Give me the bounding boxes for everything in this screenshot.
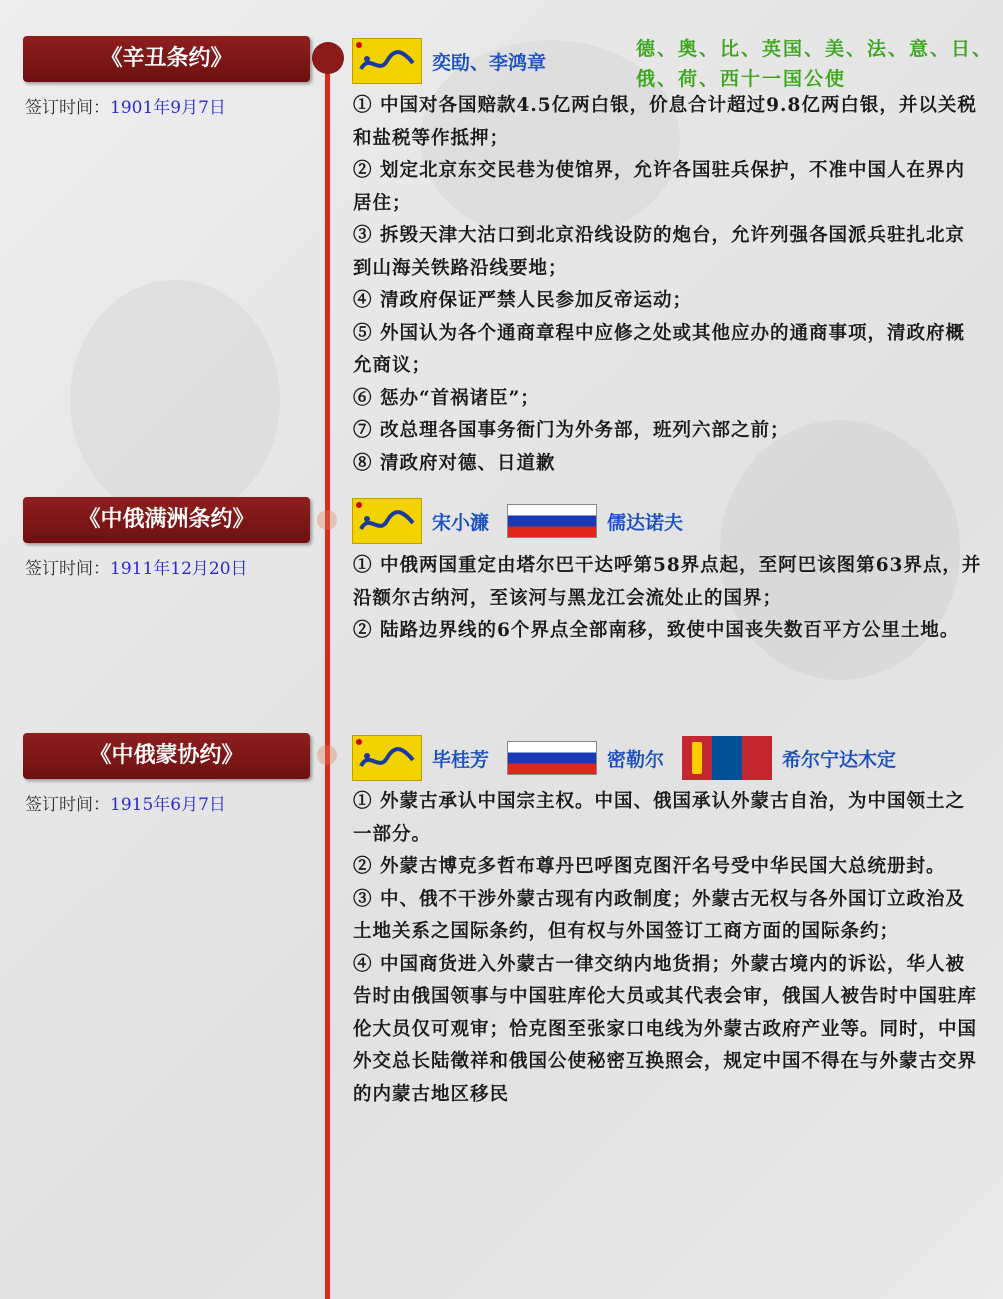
timeline-dot (317, 510, 337, 530)
clause: ③ 中、俄不干涉外蒙古现有内政制度；外蒙古无权与各外国订立政治及土地关系之国际条约，但有权与外国签订工商方面的国际条约； (353, 888, 965, 942)
date-value: 1915年6月7日 (110, 795, 226, 815)
qing-dragon-flag-icon (352, 498, 422, 544)
party-row (352, 38, 546, 84)
date-value: 1901年9月7日 (110, 98, 226, 118)
clause: ① 中俄两国重定由塔尔巴干达呼第58界点起，至阿巴该图第63界点，并沿额尔古纳河，至该河与黑龙江会流处止的国界； (353, 555, 982, 609)
date-label: 签订时间： (25, 98, 110, 118)
party-ru: 密勒尔 (607, 748, 665, 771)
party-ru: 儒达诺夫 (607, 511, 684, 534)
clause: ② 陆路边界线的6个界点全部南移，致使中国丧失数百平方公里土地。 (353, 620, 960, 641)
qing-dragon-flag-icon (352, 38, 422, 84)
clause-list (353, 550, 983, 648)
date-value: 1911年12月20日 (110, 559, 248, 579)
russia-flag-icon (507, 741, 597, 775)
clause: ② 划定北京东交民巷为使馆界，允许各国驻兵保护，不准中国人在界内居住； (353, 160, 965, 214)
clause-list (353, 786, 983, 1111)
clause: ④ 清政府保证严禁人民参加反帝运动； (353, 290, 692, 311)
qing-dragon-flag-icon (352, 735, 422, 781)
timeline-dot (312, 42, 344, 74)
party-cn: 毕桂芳 (432, 748, 490, 771)
mongolia-flag-icon (682, 736, 772, 780)
treaty-title: 《中俄蒙协约》 (23, 733, 310, 779)
clause-list (353, 90, 983, 480)
party-row (352, 498, 683, 544)
date-label: 签订时间： (25, 559, 110, 579)
sign-date (25, 554, 248, 579)
sign-date (25, 93, 226, 118)
russia-flag-icon (507, 504, 597, 538)
sign-date (25, 790, 226, 815)
party-cn: 奕劻、李鸿章 (432, 51, 547, 74)
timeline-line (325, 55, 330, 1299)
timeline-dot (317, 745, 337, 765)
foreign-parties: 德、奥、比、英国、美、法、意、日、俄、荷、西十一国公使 (636, 38, 994, 90)
clause: ⑥ 惩办“首祸诸臣”； (353, 387, 540, 409)
clause: ⑦ 改总理各国事务衙门为外务部，班列六部之前； (353, 420, 790, 441)
treaty-title: 《中俄满洲条约》 (23, 497, 310, 543)
clause: ① 外蒙古承认中国宗主权。中国、俄国承认外蒙古自治，为中国领土之一部分。 (353, 791, 965, 845)
date-label: 签订时间： (25, 795, 110, 815)
treaty-title: 《辛丑条约》 (23, 36, 310, 82)
clause: ④ 中国商货进入外蒙古一律交纳内地货捐；外蒙古境内的诉讼，华人被告时由俄国领事与中国驻库伦大员或其代表会审，俄国人被告时中国驻库伦大员仅可观审；恰克图至张家口电线为外蒙古政府产业等。同时，中国外交总长陆徵祥和俄国公使秘密互换照会，规定中国不得在与外蒙古交界的内蒙古地区移民 (353, 953, 978, 1105)
clause: ③ 拆毁天津大沽口到北京沿线设防的炮台，允许列强各国派兵驻扎北京到山海关铁路沿线要地； (353, 225, 965, 279)
party-row (352, 735, 896, 781)
party-mn: 希尔宁达木定 (782, 748, 897, 771)
clause: ② 外蒙古博克多哲布尊丹巴呼图克图汗名号受中华民国大总统册封。 (353, 856, 946, 877)
clause: ① 中国对各国赔款4.5亿两白银，价息合计超过9.8亿两白银，并以关税和盐税等作抵押； (353, 95, 977, 149)
clause: ⑤ 外国认为各个通商章程中应修之处或其他应办的通商事项，清政府概允商议； (353, 322, 965, 376)
clause: ⑧ 清政府对德、日道歉 (353, 452, 556, 474)
party-cn: 宋小濂 (432, 511, 490, 534)
